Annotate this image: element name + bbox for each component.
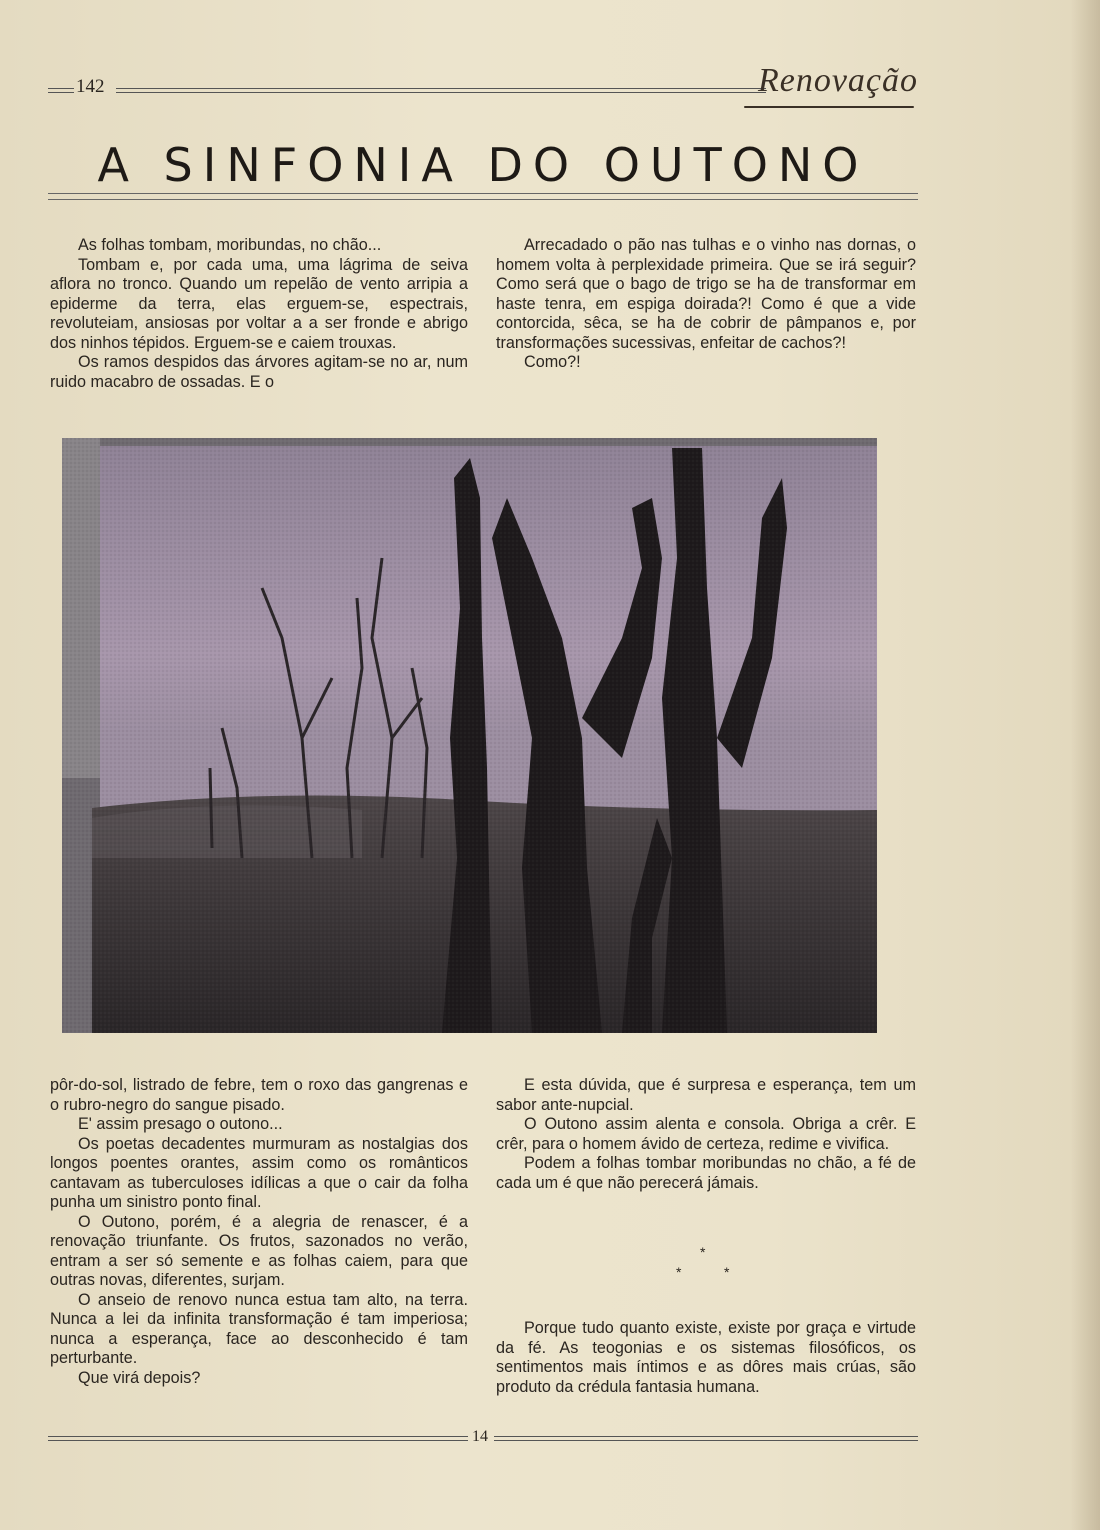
paragraph: Os ramos despidos das árvores agitam-se no ar, num ruido macabro de ossadas. E o bbox=[50, 353, 468, 391]
title-rule-bottom bbox=[48, 199, 918, 200]
asterisk-icon: * bbox=[700, 1244, 706, 1260]
paragraph: Os poetas decadentes murmuram as nostalgias dos longos poentes orantes, assim como os românticos cantavam as tuberculoses idílicas a que o cair da folha punha um sinistro ponto final. bbox=[50, 1134, 468, 1211]
paragraph: E' assim presago o outono... bbox=[78, 1115, 283, 1133]
header-rule-right bbox=[116, 88, 766, 93]
paragraph: pôr-do-sol, listrado de febre, tem o roxo das gangrenas e o rubro-negro do sangue pisado. bbox=[50, 1076, 468, 1114]
paragraph: O Outono assim alenta e consola. Obriga a crêr. E crêr, para o homem ávido de certeza, redime e vivifica. bbox=[496, 1115, 916, 1153]
title-rule-top bbox=[48, 193, 918, 194]
paragraph: Como?! bbox=[524, 353, 581, 371]
autumn-trees-photo bbox=[62, 438, 877, 1033]
article-title: A SINFONIA DO OUTONO bbox=[97, 138, 869, 192]
paragraph: Tombam e, por cada uma, uma lágrima de seiva aflora no tronco. Quando um repelão de vento arripia a epiderme da terra, elas erguem-se, espectrais, revoluteiam, ansiosas por voltar a a ser fronde e abrigo dos ninhos tépidos. Erguem-se e caiem trouxas. bbox=[50, 255, 468, 352]
page-number: 142 bbox=[76, 76, 105, 97]
paragraph: Que virá depois? bbox=[78, 1368, 201, 1387]
paragraph: O anseio de renovo nunca estua tam alto, na terra. Nunca a lei da infinita transformação é tam imperiosa; nunca a esperança, face ao desconhecido é tam perturbante. bbox=[50, 1290, 468, 1367]
asterisk-icon: * bbox=[676, 1264, 682, 1280]
magazine-logo: Renovação bbox=[757, 62, 918, 99]
paragraph: E esta dúvida, que é surpresa e esperança, tem um sabor ante-nupcial. bbox=[496, 1076, 916, 1114]
asterisk-icon: * bbox=[724, 1264, 730, 1280]
paragraph: Podem a folhas tombar moribundas no chão, a fé de cada um é que não perecerá jámais. bbox=[496, 1154, 916, 1192]
page-header bbox=[48, 62, 918, 112]
logo-flourish bbox=[744, 106, 914, 108]
column-left-bottom bbox=[50, 1076, 468, 1388]
paragraph: Porque tudo quanto existe, existe por graça e virtude da fé. As teogonias e os sistemas filosóficos, os sentimentos mais íntimos e as dôres mais crúas, são produto da crédula fantasia humana. bbox=[496, 1319, 916, 1396]
column-right-top bbox=[496, 236, 916, 373]
halftone-grain bbox=[62, 438, 877, 1033]
folio-number: 14 bbox=[472, 1428, 488, 1445]
column-right-bottom bbox=[496, 1076, 916, 1397]
paragraph: As folhas tombam, moribundas, no chão... bbox=[78, 236, 382, 254]
paragraph: Arrecadado o pão nas tulhas e o vinho nas dornas, o homem volta à perplexidade primeira. Que se irá seguir? Como será que o bago de trigo se ha de transformar em haste tenra, em espiga doirada?! Como é que a vide contorcida, sêca, se ha de cobrir de pâmpanos e, por transformações sucessivas, enfeitar de cachos?! bbox=[496, 236, 916, 352]
footer-rule-right bbox=[494, 1436, 918, 1441]
paragraph: O Outono, porém, é a alegria de renascer, é a renovação triunfante. Os frutos, sazonados no verão, entram a ser só semente e as folhas caiem, para que outras novas, diferentes, surjam. bbox=[50, 1212, 468, 1289]
column-left-top bbox=[50, 236, 468, 392]
section-break-asterisks bbox=[670, 1244, 740, 1284]
page-edge-shadow bbox=[1070, 0, 1100, 1530]
header-rule-left bbox=[48, 88, 74, 93]
footer-rule-left bbox=[48, 1436, 468, 1441]
